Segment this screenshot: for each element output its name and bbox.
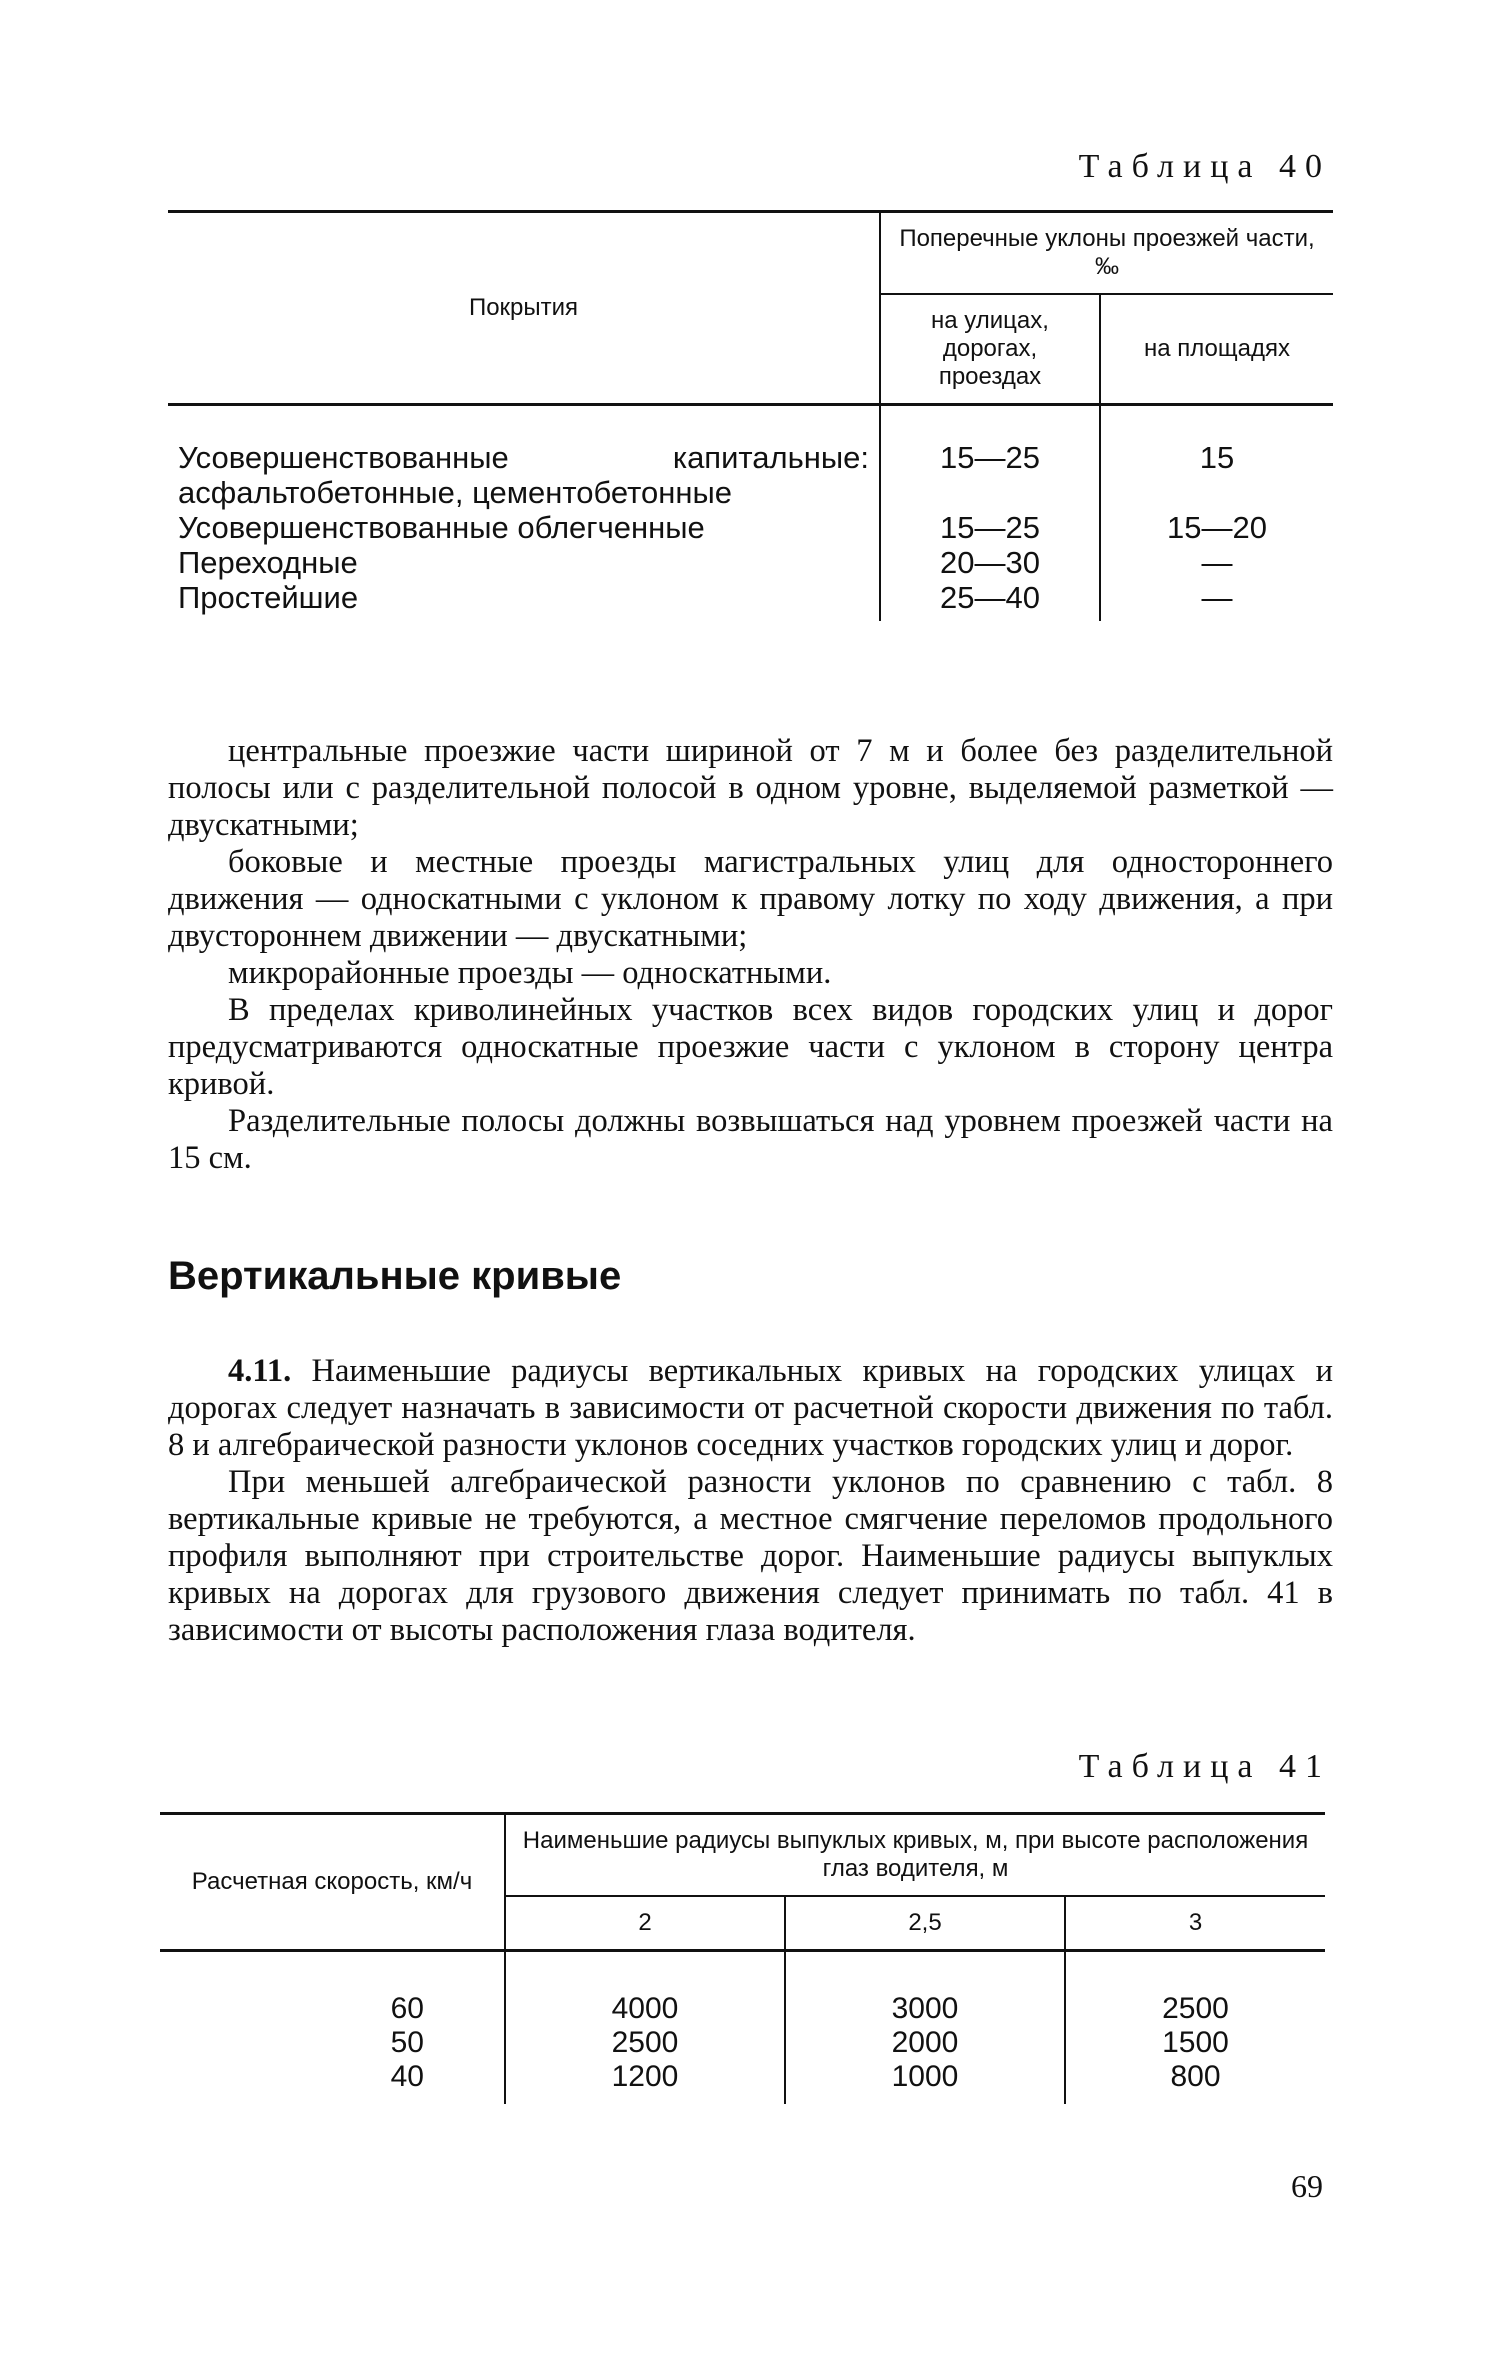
table-40-cell-name: Простейшие [178, 580, 359, 615]
table-40-cell-name: Усовершенствованные облегченные [178, 510, 705, 545]
table-40-header-coverage: Покрытия [168, 212, 880, 405]
table-row [160, 1951, 1325, 2027]
table-41-cell-radius: 1200 [505, 2060, 785, 2104]
table-41 [160, 1812, 1325, 2104]
body-text-b [168, 1353, 1333, 1649]
table-row [168, 580, 1333, 621]
paragraph-text: Наименьшие радиусы вертикальных кривых на городских улицах и дорогах следует назначать в зависимости от расчетной скорости движения по табл. 8 и алгебраической разности уклонов соседних участков городских улиц и дорог. [168, 1353, 1333, 1463]
paragraph-4-11 [168, 1353, 1333, 1464]
table-40-cell-name: Усовершенствованные капитальные: асфальтобетонные, цементобетонные [178, 440, 869, 510]
table-row [160, 2060, 1325, 2104]
table-40-header-squares: на площадях [1100, 294, 1333, 405]
paragraph-number: 4.11. [228, 1353, 292, 1389]
table-40-cell-name: Переходные [178, 545, 358, 580]
table-41-cell-speed: 50 [390, 2026, 424, 2059]
table-41-cell-radius: 1500 [1065, 2026, 1325, 2060]
table-row [160, 2026, 1325, 2060]
table-40 [168, 210, 1333, 621]
table-41-cell-radius: 2500 [1065, 1951, 1325, 2027]
table-40-cell-streets: 25—40 [880, 580, 1100, 621]
page-number: 69 [1291, 2168, 1323, 2204]
section-heading: Вертикальные кривые [168, 1254, 622, 1298]
paragraph: При меньшей алгебраической разности уклонов по сравнению с табл. 8 вертикальные кривые не требуются, а местное смягчение переломов продольного профиля выполняют при строительстве дорог. Наименьшие радиусы выпуклых кривых на дорогах для грузового движения следует принимать по табл. 41 в зависимости от высоты расположения глаза водителя. [168, 1464, 1333, 1648]
table-40-cell-squares: 15 [1100, 405, 1333, 511]
table-41-cell-speed: 40 [390, 2060, 424, 2093]
table-41-cell-radius: 1000 [785, 2060, 1065, 2104]
table-40-cell-streets: 15—25 [880, 405, 1100, 511]
table-40-caption: Таблица 40 [1078, 148, 1331, 185]
table-41-cell-radius: 2500 [505, 2026, 785, 2060]
table-41-cell-radius: 800 [1065, 2060, 1325, 2104]
table-40-header-slopes: Поперечные уклоны проезжей части, ‰ [880, 212, 1333, 295]
paragraph: Разделительные полосы должны возвышаться над уровнем проезжей части на 15 см. [168, 1103, 1333, 1176]
table-41-header-height-3: 3 [1065, 1896, 1325, 1951]
table-40-cell-squares: — [1100, 580, 1333, 621]
paragraph: боковые и местные проезды магистральных улиц для одностороннего движения — односкатными с уклоном к правому лотку по ходу движения, а при двустороннем движении — двускатными; [168, 844, 1333, 954]
table-41-header-radii: Наименьшие радиусы выпуклых кривых, м, при высоте расположения глаз водителя, м [505, 1814, 1325, 1897]
table-41-caption: Таблица 41 [1078, 1748, 1331, 1785]
table-40-cell-squares: — [1100, 545, 1333, 580]
table-41-header-height-1: 2 [505, 1896, 785, 1951]
table-41-cell-speed: 60 [390, 1992, 424, 2025]
table-row [168, 510, 1333, 545]
table-41-header-height-2: 2,5 [785, 1896, 1065, 1951]
table-row [168, 405, 1333, 511]
table-40-cell-squares: 15—20 [1100, 510, 1333, 545]
table-row [168, 545, 1333, 580]
table-41-cell-radius: 3000 [785, 1951, 1065, 2027]
paragraph: центральные проезжие части шириной от 7 м и более без разделительной полосы или с разделительной полосой в одном уровне, выделяемой разметкой — двускатными; [168, 733, 1333, 843]
body-text-a [168, 733, 1333, 1177]
paragraph: микрорайонные проезды — односкатными. [228, 955, 832, 991]
table-41-cell-radius: 2000 [785, 2026, 1065, 2060]
table-41-cell-radius: 4000 [505, 1951, 785, 2027]
table-41-header-speed: Расчетная скорость, км/ч [160, 1814, 505, 1951]
table-40-header-streets: на улицах, дорогах, проездах [880, 294, 1100, 405]
paragraph: В пределах криволинейных участков всех видов городских улиц и дорог предусматриваются односкатные проезжие части с уклоном в сторону центра кривой. [168, 992, 1333, 1102]
table-40-cell-streets: 20—30 [880, 545, 1100, 580]
table-40-cell-streets: 15—25 [880, 510, 1100, 545]
